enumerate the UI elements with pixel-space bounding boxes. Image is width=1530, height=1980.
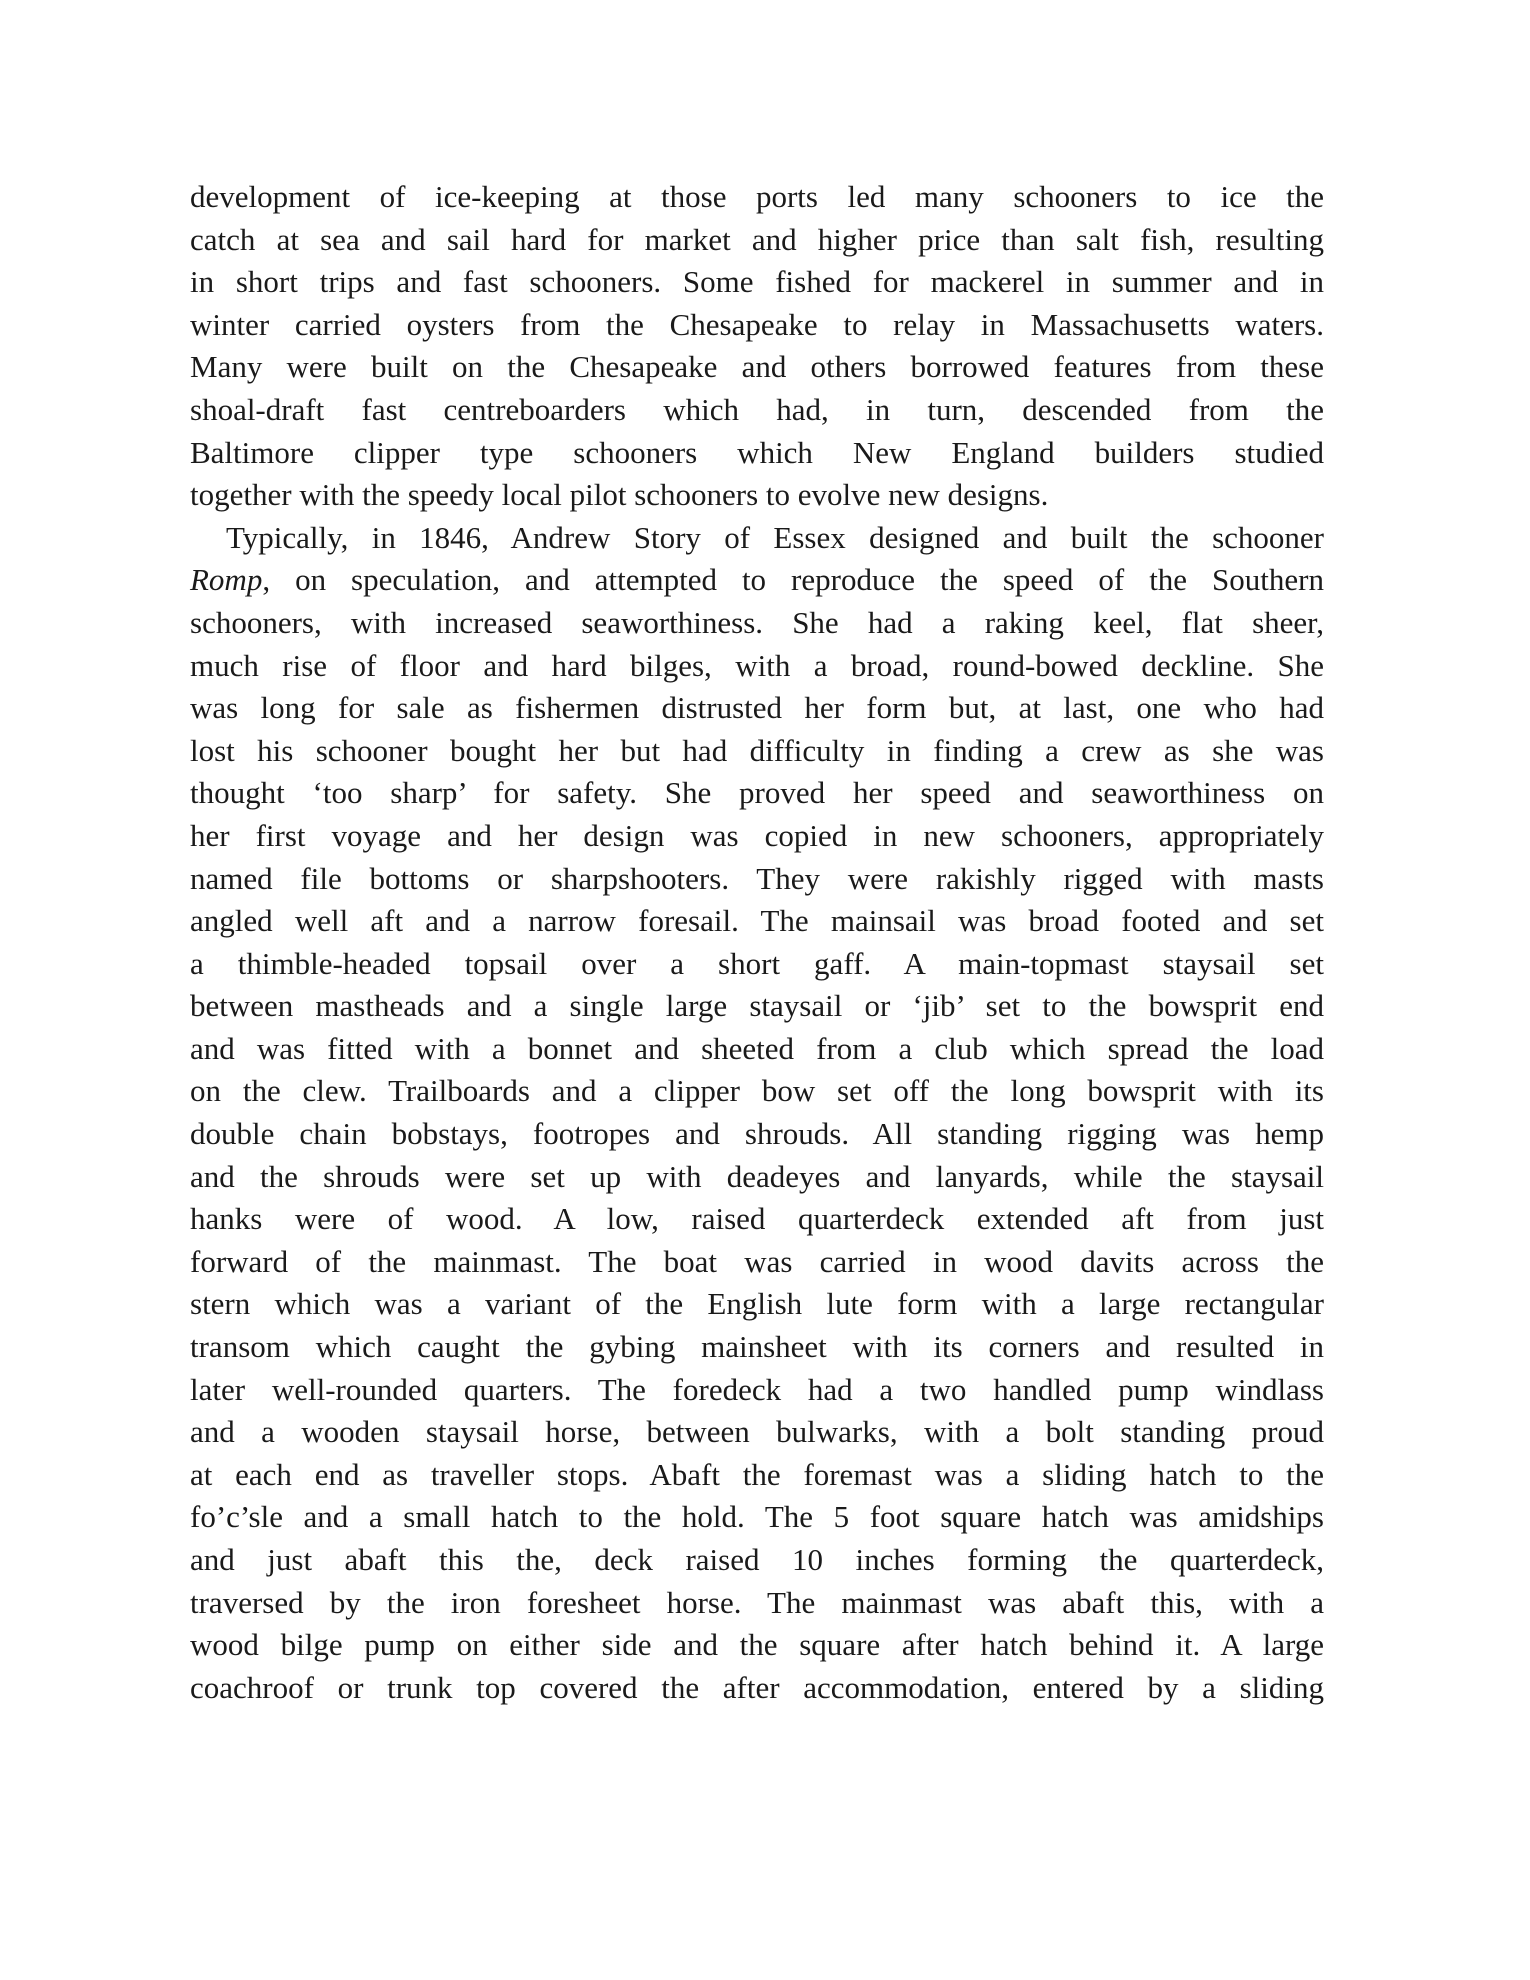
line-text: shoal-draft fast centreboarders which had, in turn, descended from the bbox=[190, 391, 1324, 427]
line-text: Many were built on the Chesapeake and others borrowed features from these bbox=[190, 349, 1324, 385]
text-line bbox=[190, 1070, 1324, 1113]
line-text: coachroof or trunk top covered the after accommodation, entered by a sliding bbox=[190, 1669, 1324, 1705]
ship-name-italic: Romp bbox=[190, 562, 263, 598]
text-line bbox=[190, 346, 1324, 389]
text-line bbox=[190, 645, 1324, 688]
text-line bbox=[190, 219, 1324, 262]
text-line bbox=[190, 1156, 1324, 1199]
line-text: later well-rounded quarters. The foredeck had a two handled pump windlass bbox=[190, 1371, 1324, 1407]
line-text: fo’c’sle and a small hatch to the hold. The 5 foot square hatch was amidships bbox=[190, 1499, 1324, 1535]
text-line bbox=[190, 1113, 1324, 1156]
text-line bbox=[190, 1411, 1324, 1454]
line-text: lost his schooner bought her but had difficulty in finding a crew as she was bbox=[190, 732, 1324, 768]
line-text: thought ‘too sharp’ for safety. She proved her speed and seaworthiness on bbox=[190, 775, 1324, 811]
text-line bbox=[190, 261, 1324, 304]
text-line bbox=[190, 858, 1324, 901]
text-line bbox=[190, 1454, 1324, 1497]
line-text: her first voyage and her design was copied in new schooners, appropriately bbox=[190, 817, 1324, 853]
text-line bbox=[190, 304, 1324, 347]
text-line bbox=[190, 687, 1324, 730]
text-line bbox=[190, 1028, 1324, 1071]
text-line bbox=[190, 602, 1324, 645]
text-line bbox=[190, 474, 1324, 517]
line-text: development of ice-keeping at those ports led many schooners to ice the bbox=[190, 179, 1324, 214]
line-text: wood bilge pump on either side and the square after hatch behind it. A large bbox=[190, 1627, 1324, 1663]
body-text bbox=[190, 176, 1324, 1709]
text-line bbox=[190, 517, 1324, 560]
text-line bbox=[190, 985, 1324, 1028]
text-line bbox=[190, 389, 1324, 432]
line-text: Typically, in 1846, Andrew Story of Essex designed and built the schooner bbox=[226, 519, 1324, 555]
text-line bbox=[190, 943, 1324, 986]
line-text: transom which caught the gybing mainsheet with its corners and resulted in bbox=[190, 1329, 1324, 1365]
line-text: angled well aft and a narrow foresail. The mainsail was broad footed and set bbox=[190, 903, 1324, 939]
text-line bbox=[190, 1241, 1324, 1284]
text-line bbox=[190, 1496, 1324, 1539]
line-text: and a wooden staysail horse, between bulwarks, with a bolt standing proud bbox=[190, 1414, 1324, 1450]
text-line bbox=[190, 559, 1324, 602]
line-text: at each end as traveller stops. Abaft the foremast was a sliding hatch to the bbox=[190, 1456, 1324, 1492]
line-text: schooners, with increased seaworthiness. She had a raking keel, flat sheer, bbox=[190, 604, 1324, 640]
text-line bbox=[190, 1667, 1324, 1710]
text-line bbox=[190, 176, 1324, 219]
line-text: double chain bobstays, footropes and shrouds. All standing rigging was hemp bbox=[190, 1116, 1324, 1152]
line-text: , on speculation, and attempted to reproduce the speed of the Southern bbox=[262, 562, 1324, 598]
text-line bbox=[190, 1283, 1324, 1326]
line-text: catch at sea and sail hard for market and higher price than salt fish, resulting bbox=[190, 221, 1324, 257]
line-text: between mastheads and a single large staysail or ‘jib’ set to the bowsprit end bbox=[190, 988, 1324, 1024]
text-line bbox=[190, 1326, 1324, 1369]
line-text: a thimble-headed topsail over a short gaff. A main-topmast staysail set bbox=[190, 945, 1324, 981]
line-text: forward of the mainmast. The boat was carried in wood davits across the bbox=[190, 1243, 1324, 1279]
line-text: hanks were of wood. A low, raised quarterdeck extended aft from just bbox=[190, 1201, 1324, 1237]
line-text: and the shrouds were set up with deadeyes and lanyards, while the staysail bbox=[190, 1158, 1324, 1194]
line-text: Baltimore clipper type schooners which New England builders studied bbox=[190, 434, 1324, 470]
text-line bbox=[190, 1198, 1324, 1241]
text-line bbox=[190, 1624, 1324, 1667]
text-line bbox=[190, 432, 1324, 475]
line-text: stern which was a variant of the English lute form with a large rectangular bbox=[190, 1286, 1324, 1322]
text-line bbox=[190, 1582, 1324, 1625]
line-text: together with the speedy local pilot schooners to evolve new designs. bbox=[190, 477, 1049, 513]
line-text: much rise of floor and hard bilges, with a broad, round-bowed deckline. She bbox=[190, 647, 1324, 683]
line-text: and just abaft this the, deck raised 10 inches forming the quarterdeck, bbox=[190, 1542, 1324, 1577]
text-line bbox=[190, 900, 1324, 943]
line-text: was long for sale as fishermen distrusted her form but, at last, one who had bbox=[190, 690, 1324, 726]
text-line bbox=[190, 815, 1324, 858]
line-text: named file bottoms or sharpshooters. They were rakishly rigged with masts bbox=[190, 860, 1324, 896]
line-text: in short trips and fast schooners. Some fished for mackerel in summer and in bbox=[190, 264, 1324, 300]
text-line bbox=[190, 772, 1324, 815]
line-text: on the clew. Trailboards and a clipper bow set off the long bowsprit with its bbox=[190, 1073, 1324, 1109]
text-line bbox=[190, 730, 1324, 773]
text-line bbox=[190, 1539, 1324, 1582]
line-text: and was fitted with a bonnet and sheeted from a club which spread the load bbox=[190, 1030, 1324, 1066]
line-text: traversed by the iron foresheet horse. The mainmast was abaft this, with a bbox=[190, 1584, 1324, 1620]
line-text: winter carried oysters from the Chesapeake to relay in Massachusetts waters. bbox=[190, 306, 1324, 342]
text-line bbox=[190, 1369, 1324, 1412]
